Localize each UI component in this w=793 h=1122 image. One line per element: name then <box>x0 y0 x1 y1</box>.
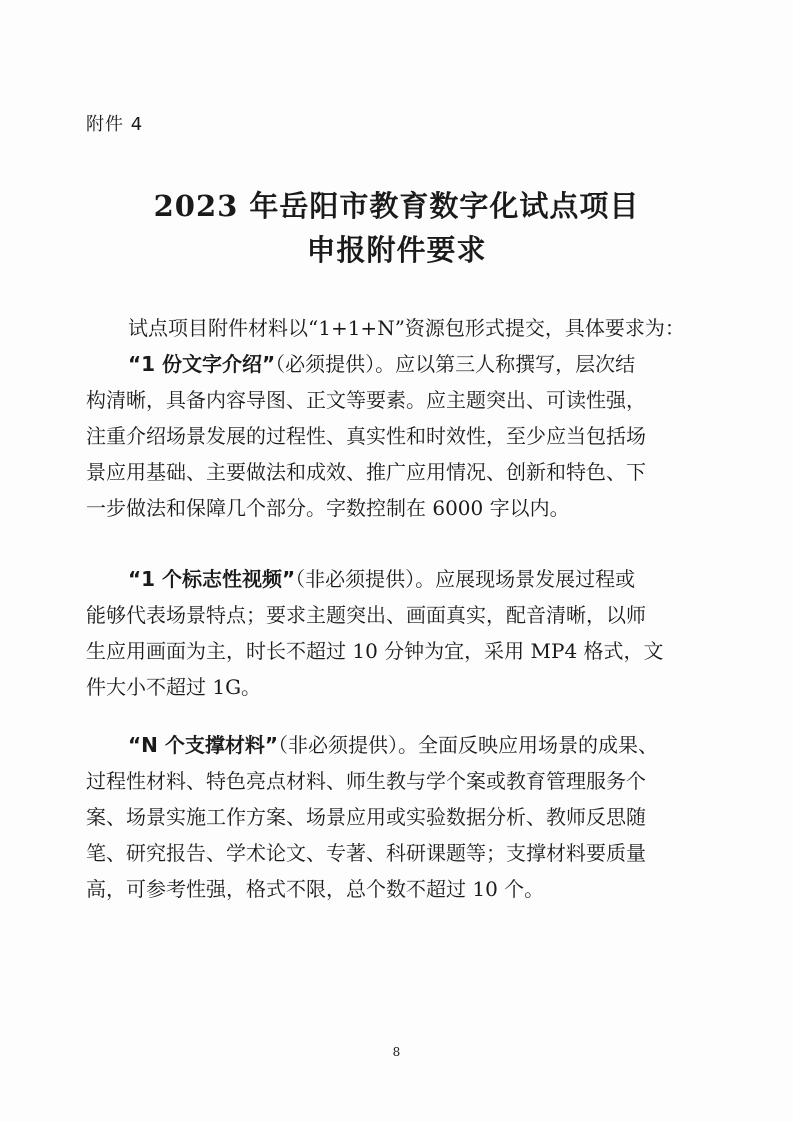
document-body <box>86 310 698 526</box>
section-3-line-2: 过程性材料、特色亮点材料、师生教与学个案或教育管理服务个 <box>86 769 646 793</box>
section-3-line-5: 高，可参考性强，格式不限，总个数不超过 10 个。 <box>86 877 545 901</box>
section-3-line-1 <box>86 727 698 763</box>
section-3-line-4: 笔、研究报告、学术论文、专著、科研课题等；支撑材料要质量 <box>86 841 646 865</box>
section-1-line-1-text: （必须提供）。应以第三人称撰写，层次结 <box>275 352 636 376</box>
section-2-line-4: 件大小不超过 1G。 <box>86 675 262 699</box>
section-2-line-1 <box>86 561 698 597</box>
intro-paragraph: 试点项目附件材料以“1+1+N”资源包形式提交，具体要求为： <box>128 316 685 340</box>
section-3 <box>86 727 698 907</box>
section-2-line-2: 能够代表场景特点；要求主题突出、画面真实，配音清晰，以师 <box>86 603 646 627</box>
section-1-line-2: 构清晰，具备内容导图、正文等要素。应主题突出、可读性强， <box>86 388 646 412</box>
section-1-line-4: 景应用基础、主要做法和成效、推广应用情况、创新和特色、下 <box>86 460 646 484</box>
section-1-heading: “1 份文字介绍” <box>128 352 276 376</box>
document-title-line-1: 2023 年岳阳市教育数字化试点项目 <box>153 189 640 223</box>
section-1-line-5: 一步做法和保障几个部分。字数控制在 6000 字以内。 <box>86 496 570 520</box>
section-3-line-1-text: （非必须提供）。全面反映应用场景的成果、 <box>278 733 658 757</box>
section-2 <box>86 561 698 705</box>
section-2-line-1-text: （非必须提供）。应展现场景发展过程或 <box>295 567 636 591</box>
section-3-line-3: 案、场景实施工作方案、场景应用或实验数据分析、教师反思随 <box>86 805 646 829</box>
attachment-label: 附件 4 <box>86 114 144 135</box>
section-1-line-1 <box>86 346 698 382</box>
page-number: 8 <box>392 1045 401 1059</box>
section-2-heading: “1 个标志性视频” <box>128 567 296 591</box>
section-3-heading: “N 个支撑材料” <box>128 733 278 757</box>
document-title-line-2: 申报附件要求 <box>306 233 487 267</box>
section-2-line-3: 生应用画面为主，时长不超过 10 分钟为宜，采用 MP4 格式，文 <box>86 639 664 663</box>
section-1-line-3: 注重介绍场景发展的过程性、真实性和时效性，至少应当包括场 <box>86 424 646 448</box>
